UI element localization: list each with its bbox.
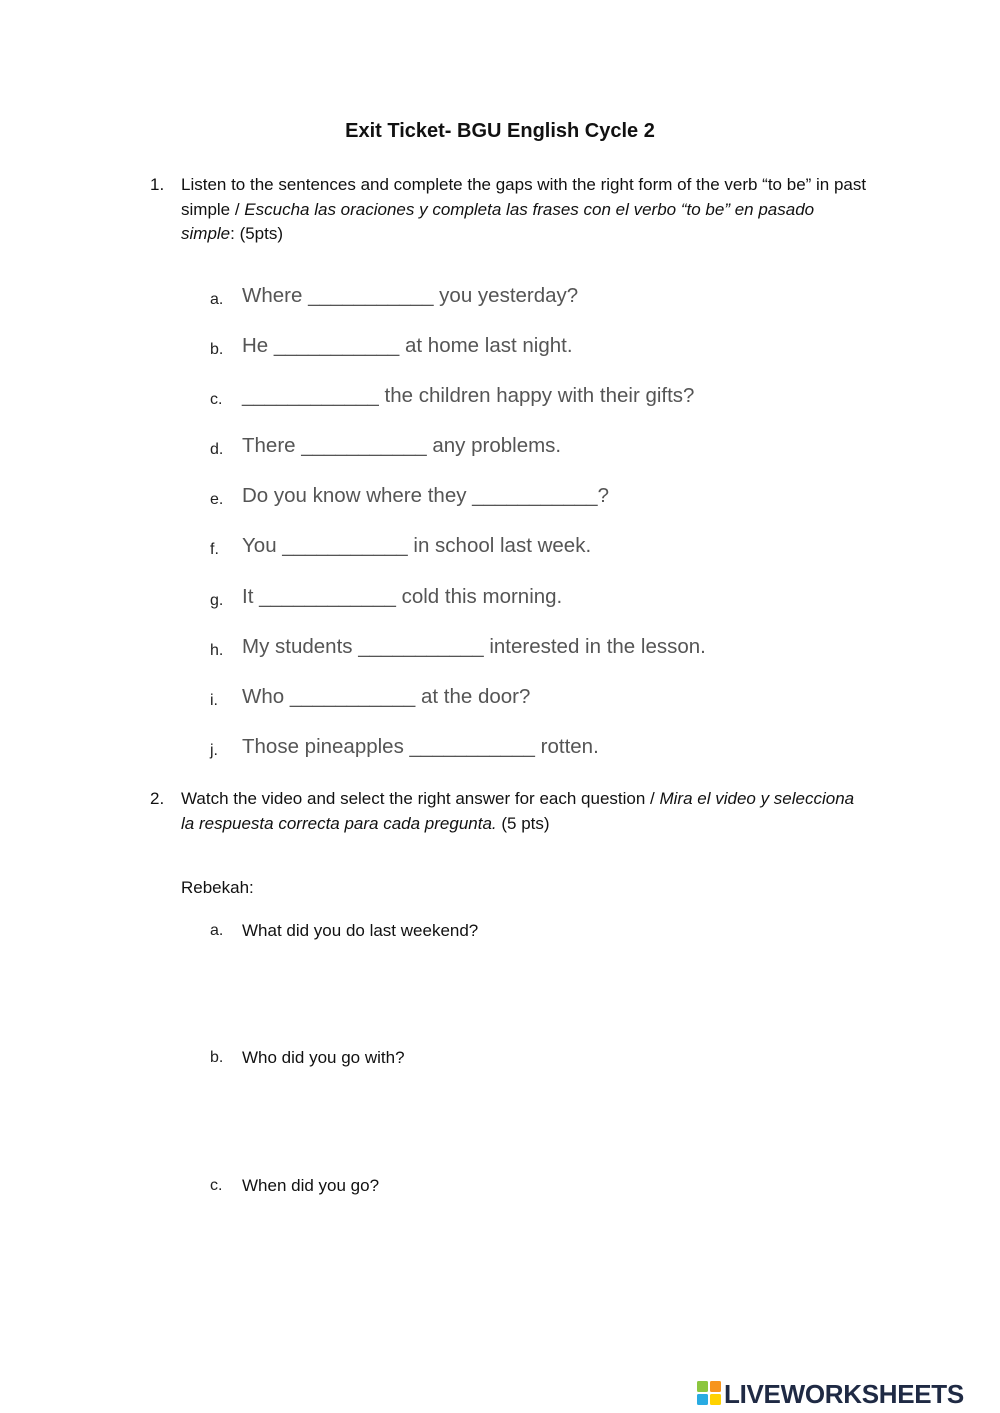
question-instructions [181, 787, 871, 836]
item-letter: g. [210, 592, 224, 609]
page-title: Exit Ticket- BGU English Cycle 2 [345, 120, 655, 142]
video-question-item [210, 1048, 910, 1072]
question-1 [150, 173, 870, 248]
gap-fill-item [210, 384, 910, 414]
item-sentence: ____________ the children happy with their gifts? [242, 384, 695, 407]
item-letter: a. [210, 922, 224, 939]
item-letter: b. [210, 341, 224, 358]
item-question: Who did you go with? [242, 1048, 405, 1067]
item-letter: f. [210, 541, 219, 558]
speaker-label: Rebekah: [181, 878, 254, 897]
gap-fill-item [210, 334, 910, 364]
item-letter: c. [210, 391, 223, 408]
liveworksheets-brand [697, 1379, 993, 1409]
item-letter: e. [210, 491, 224, 508]
gap-fill-item [210, 585, 910, 615]
item-letter: h. [210, 642, 224, 659]
item-question: What did you do last weekend? [242, 921, 479, 940]
item-sentence: My students ___________ interested in the lesson. [242, 635, 706, 658]
item-sentence: There ___________ any problems. [242, 434, 562, 457]
item-sentence: Do you know where they ___________? [242, 484, 609, 507]
question-2 [150, 787, 870, 837]
gap-fill-item [210, 484, 910, 514]
item-sentence: Where ___________ you yesterday? [242, 284, 579, 307]
instruction-spanish: Mira el video y selecciona la respuesta correcta para cada pregunta. [181, 789, 855, 833]
item-letter: c. [210, 1177, 223, 1194]
gap-fill-item [210, 735, 910, 765]
item-letter: b. [210, 1049, 224, 1066]
item-sentence: It ____________ cold this morning. [242, 585, 563, 608]
item-sentence: You ___________ in school last week. [242, 534, 592, 557]
gap-fill-item [210, 284, 910, 314]
instruction-english: Listen to the sentences and complete the gaps with the right form of the verb “to be” in past simple / [181, 175, 867, 219]
gap-fill-item [210, 434, 910, 464]
liveworksheets-logo-icon [697, 1381, 721, 1405]
video-question-item [210, 1176, 910, 1200]
item-question: When did you go? [242, 1176, 380, 1195]
item-letter: d. [210, 441, 224, 458]
gap-fill-item [210, 534, 910, 564]
item-sentence: Who ___________ at the door? [242, 685, 531, 708]
item-letter: j. [210, 742, 218, 759]
item-sentence: Those pineapples ___________ rotten. [242, 735, 599, 758]
item-letter: i. [210, 692, 218, 709]
instruction-points: (5 pts) [496, 813, 550, 833]
instruction-spanish: Escucha las oraciones y completa las frases con el verbo “to be” en pasado simple [181, 199, 815, 243]
question-number: 2. [150, 789, 165, 808]
question-number: 1. [150, 175, 165, 194]
video-question-item [210, 921, 910, 945]
gap-fill-item [210, 685, 910, 715]
question-instructions [181, 173, 871, 247]
instruction-points: : (5pts) [230, 224, 284, 243]
item-letter: a. [210, 291, 224, 308]
gap-fill-item [210, 635, 910, 665]
item-sentence: He ___________ at home last night. [242, 334, 573, 357]
brand-wordmark: LIVEWORKSHEETS [724, 1379, 964, 1409]
instruction-english: Watch the video and select the right answer for each question / [181, 789, 660, 808]
